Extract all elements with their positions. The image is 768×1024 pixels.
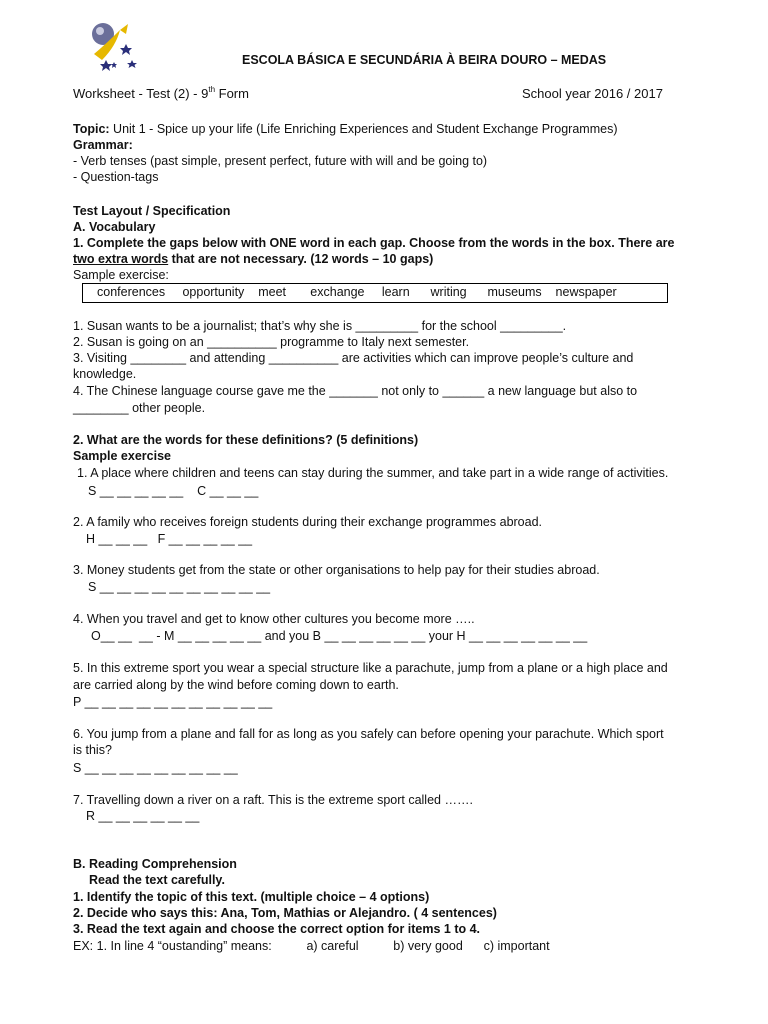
school-name: ESCOLA BÁSICA E SECUNDÁRIA À BEIRA DOURO – MEDAS <box>242 53 607 67</box>
answer-blanks: R __ __ __ __ __ __ <box>86 809 200 823</box>
exercise-line: 2. Susan is going on an __________ programme to Italy next semester. <box>73 335 470 349</box>
layout-title: Test Layout / Specification <box>73 204 231 218</box>
topic-label: Topic: <box>73 122 110 136</box>
definition-line: 2. A family who receives foreign students during their exchange programmes abroad. <box>73 515 543 529</box>
definition-line: 4. When you travel and get to know other cultures you become more ….. <box>73 612 475 626</box>
school-year: School year 2016 / 2017 <box>522 86 663 101</box>
grammar-item: - Question-tags <box>73 170 159 184</box>
answer-blanks: S __ __ __ __ __ C __ __ __ <box>88 484 259 498</box>
topic-line <box>73 121 617 137</box>
answer-blanks: S __ __ __ __ __ __ __ __ __ <box>73 761 238 775</box>
sample-label: Sample exercise: <box>73 268 169 282</box>
definition-line: is this? <box>73 743 112 757</box>
answer-blanks: H __ __ __ F __ __ __ __ __ <box>86 532 253 546</box>
q1-instruction-rest: that are not necessary. (12 words – 10 gaps) <box>168 252 434 266</box>
definition-line: are carried along by the wind before coming down to earth. <box>73 678 399 692</box>
definition-line: 5. In this extreme sport you wear a special structure like a parachute, jump from a plane or a high place and <box>73 661 668 675</box>
section-b-item: 2. Decide who says this: Ana, Tom, Mathias or Alejandro. ( 4 sentences) <box>73 906 497 920</box>
grammar-item: - Verb tenses (past simple, present perfect, future with will and be going to) <box>73 154 488 168</box>
q1-instruction: 1. Complete the gaps below with ONE word in each gap. Choose from the words in the box. There are <box>73 236 675 250</box>
word-box <box>82 283 668 303</box>
worksheet-title-sup: th <box>208 85 216 94</box>
section-b-example: EX: 1. In line 4 “oustanding” means: a) careful b) very good c) important <box>73 939 550 953</box>
answer-blanks: O__ __ __ - M __ __ __ __ __ and you B __ __ __ __ __ __ your H __ __ __ __ __ __ __ <box>91 629 588 643</box>
exercise-line: 3. Visiting ________ and attending __________ are activities which can improve people’s culture and <box>73 351 634 365</box>
definition-line: 6. You jump from a plane and fall for as long as you safely can before opening your parachute. Which sport <box>73 727 664 741</box>
q2-sample-label: Sample exercise <box>73 449 171 463</box>
school-logo-icon <box>86 20 142 74</box>
word-box-words: conferences opportunity meet exchange learn writing museums newspaper <box>97 285 617 299</box>
worksheet-title-form: Form <box>215 86 249 101</box>
exercise-line: 1. Susan wants to be a journalist; that’s why she is _________ for the school _________. <box>73 319 567 333</box>
grammar-label: Grammar: <box>73 138 133 152</box>
exercise-line: 4. The Chinese language course gave me the _______ not only to ______ a new language but also to <box>73 384 638 398</box>
q1-instruction-cont <box>73 251 433 267</box>
definition-line: 3. Money students get from the state or other organisations to help pay for their studies abroad. <box>73 563 600 577</box>
topic-text: Unit 1 - Spice up your life (Life Enriching Experiences and Student Exchange Programmes) <box>109 122 618 136</box>
answer-blanks: P __ __ __ __ __ __ __ __ __ __ __ <box>73 695 273 709</box>
worksheet-title <box>73 86 249 101</box>
answer-blanks: S __ __ __ __ __ __ __ __ __ __ <box>88 580 271 594</box>
worksheet-title-main: Worksheet - Test (2) - 9 <box>73 86 209 101</box>
exercise-line: ________ other people. <box>73 401 206 415</box>
extra-words-underlined: two extra words <box>73 252 169 266</box>
section-b-title: B. Reading Comprehension <box>73 857 237 871</box>
exercise-line: knowledge. <box>73 367 137 381</box>
definition-line: 1. A place where children and teens can stay during the summer, and take part in a wide range of activities. <box>77 466 669 480</box>
section-b-item: 1. Identify the topic of this text. (multiple choice – 4 options) <box>73 890 430 904</box>
q2-title: 2. What are the words for these definitions? (5 definitions) <box>73 433 419 447</box>
section-b-read: Read the text carefully. <box>89 873 225 887</box>
section-a-title: A. Vocabulary <box>73 220 156 234</box>
section-b-item: 3. Read the text again and choose the correct option for items 1 to 4. <box>73 922 481 936</box>
definition-line: 7. Travelling down a river on a raft. This is the extreme sport called ……. <box>73 793 473 807</box>
